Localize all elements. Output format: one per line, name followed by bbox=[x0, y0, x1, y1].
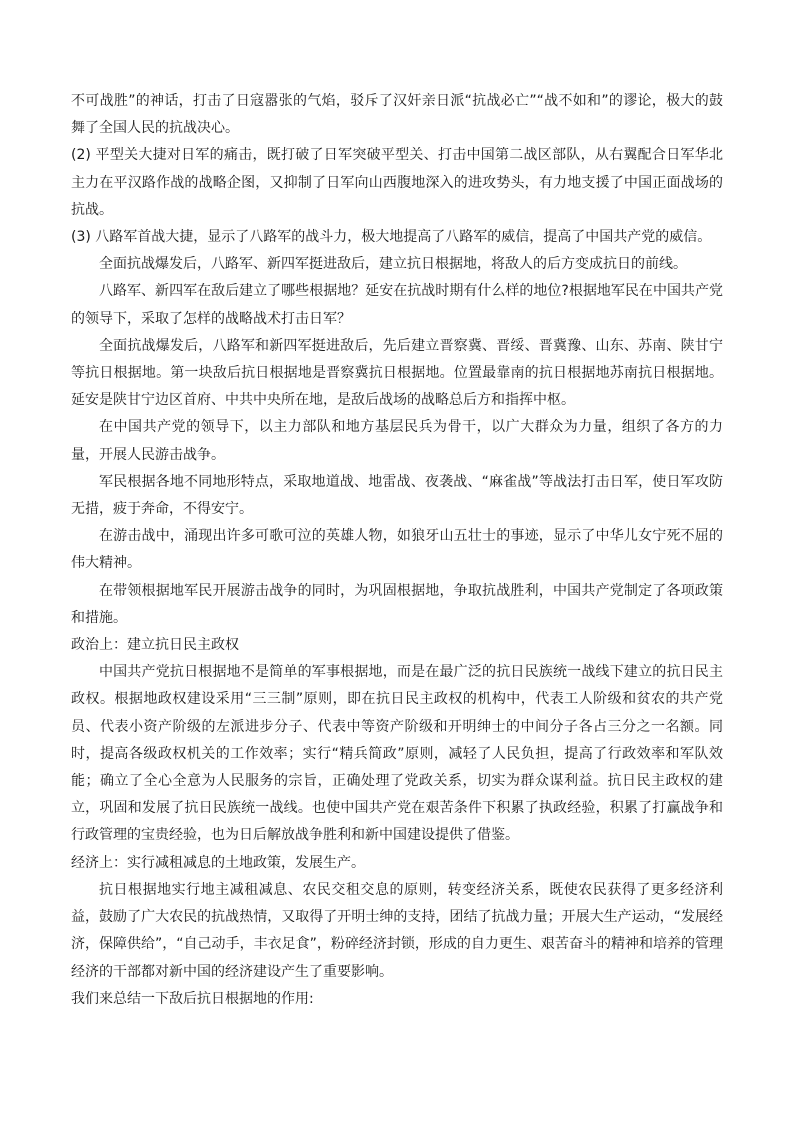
paragraph-4: 全面抗战爆发后，八路军、新四军挺进敌后，建立抗日根据地，将敌人的后方变成抗日的前线。 bbox=[99, 256, 687, 273]
section-heading-political: 政治上：建立抗日民主政权 bbox=[71, 637, 239, 654]
paragraph-6: 全面抗战爆发后，八路军和新四军挺进敌后，先后建立晋察冀、晋绥、晋冀豫、山东、苏南、陕甘宁等抗日根据地。第一块敌后抗日根据地是晋察冀抗日根据地。位置最靠南的抗日根据地苏南抗日根据地。延安是陕甘宁边区首府、中共中央所在地，是敌后战场的战略总后方和指挥中枢。 bbox=[71, 337, 723, 409]
section-heading-economic: 经济上：实行减租减息的土地政策，发展生产。 bbox=[71, 854, 365, 871]
paragraph-3: (3) 八路军首战大捷，显示了八路军的战斗力，极大地提高了八路军的威信，提高了中国共产党的威信。 bbox=[71, 229, 712, 246]
paragraph-10: 在带领根据地军民开展游击战争的同时，为巩固根据地，争取抗战胜利，中国共产党制定了各项政策和措施。 bbox=[71, 582, 723, 626]
paragraph-7: 在中国共产党的领导下，以主力部队和地方基层民兵为骨干，以广大群众为力量，组织了各方的力量，开展人民游击战争。 bbox=[71, 419, 723, 463]
paragraph-2: (2) 平型关大捷对日军的痛击，既打破了日军突破平型关、打击中国第二战区部队，从右翼配合日军华北主力在平汉路作战的战略企图，又抑制了日军向山西腹地深入的进攻势头，有力地支援了中国正面战场的抗战。 bbox=[71, 147, 723, 218]
document-page bbox=[71, 88, 723, 1013]
paragraph-15: 我们来总结一下敌后抗日根据地的作用: bbox=[71, 990, 314, 1007]
paragraph-12: 中国共产党抗日根据地不是简单的军事根据地，而是在最广泛的抗日民族统一战线下建立的抗日民主政权。根据地政权建设采用“三三制”原则，即在抗日民主政权的机构中，代表工人阶级和贫农的共产党员、代表小资产阶级的左派进步分子、代表中等资产阶级和开明绅士的中间分子各占三分之一名额。同时，提高各级政权机关的工作效率；实行“精兵简政”原则，减轻了人民负担，提高了行政效率和军队效能；确立了全心全意为人民服务的宗旨，正确处理了党政关系，切实为群众谋利益。抗日民主政权的建立，巩固和发展了抗日民族统一战线。也使中国共产党在艰苦条件下积累了执政经验，积累了打赢战争和行政管理的宝贵经验，也为日后解放战争胜利和新中国建设提供了借鉴。 bbox=[71, 664, 723, 844]
paragraph-14: 抗日根据地实行地主减租减息、农民交租交息的原则，转变经济关系，既使农民获得了更多经济利益，鼓励了广大农民的抗战热情，又取得了开明士绅的支持，团结了抗战力量；开展大生产运动，“发展经济，保障供给”，“自己动手，丰衣足食”，粉碎经济封锁，形成的自力更生、艰苦奋斗的精神和培养的管理经济的干部都对新中国的经济建设产生了重要影响。 bbox=[71, 881, 723, 980]
paragraph-1: 不可战胜”的神话，打击了日寇嚣张的气焰，驳斥了汉奸亲日派“抗战必亡”“战不如和”的谬论，极大的鼓舞了全国人民的抗战决心。 bbox=[71, 93, 723, 137]
paragraph-9: 在游击战中，涌现出许多可歌可泣的英雄人物，如狼牙山五壮士的事迹，显示了中华儿女宁死不屈的伟大精神。 bbox=[71, 528, 723, 572]
paragraph-5: 八路军、新四军在敌后建立了哪些根据地？延安在抗战时期有什么样的地位?根据地军民在中国共产党的领导下，采取了怎样的战略战术打击日军？ bbox=[71, 283, 723, 327]
paragraph-8: 军民根据各地不同地形特点，采取地道战、地雷战、夜袭战、“麻雀战”等战法打击日军，使日军攻防无措，疲于奔命，不得安宁。 bbox=[71, 473, 723, 518]
